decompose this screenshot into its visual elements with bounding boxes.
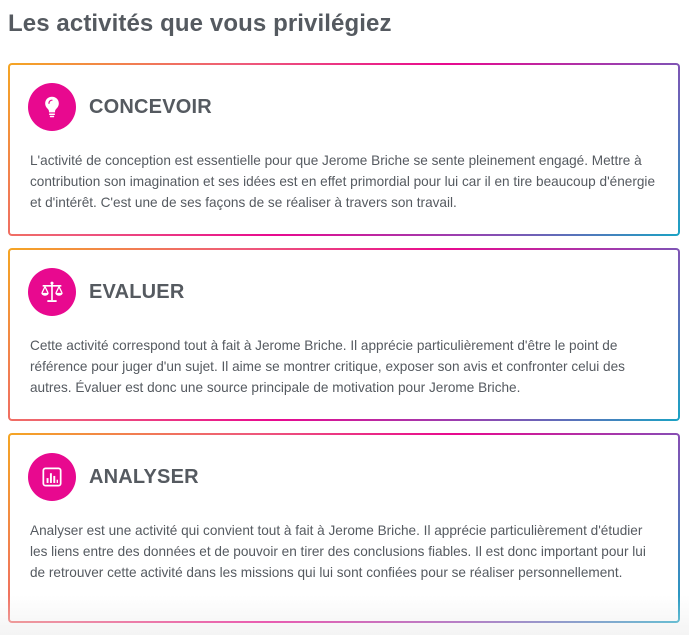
bar-chart-icon	[28, 453, 76, 501]
activity-card-analyser	[8, 433, 680, 623]
activity-description: Cette activité correspond tout à fait à Jerome Briche. Il apprécie particulièrement d'être le point de référence pour juger d'un sujet. Il aime se montrer critique, exposer son avis et confronter celui des autres. Évaluer est donc une source principale de motivation pour Jerome Briche.	[30, 338, 625, 395]
activity-description: L'activité de conception est essentielle pour que Jerome Briche se sente pleinement engagé. Mettre à contribution son imagination et ses idées est en effet primordial pour lui car il en tire beaucoup d'énergie et d'intérêt. C'est une de ses façons de se réaliser à travers son travail.	[30, 153, 656, 210]
lightbulb-icon	[28, 83, 76, 131]
page-title: Les activités que vous privilégiez	[8, 10, 392, 37]
activity-title: EVALUER	[89, 281, 185, 303]
activity-card-body	[10, 65, 678, 234]
balance-scale-icon	[28, 268, 76, 316]
activity-description: Analyser est une activité qui convient tout à fait à Jerome Briche. Il apprécie particulièrement d'étudier les liens entre des données et de pouvoir en tirer des conclusions fiables. Il est donc important pour lui de retrouver cette activité dans les missions qui lui sont confiées pour se réaliser personnellement.	[30, 523, 646, 580]
activity-title: ANALYSER	[89, 466, 199, 488]
activity-card-concevoir	[8, 63, 680, 236]
activity-title: CONCEVOIR	[89, 96, 212, 118]
activity-card-body	[10, 250, 678, 419]
activity-card-evaluer	[8, 248, 680, 421]
activity-card-body	[10, 435, 678, 621]
